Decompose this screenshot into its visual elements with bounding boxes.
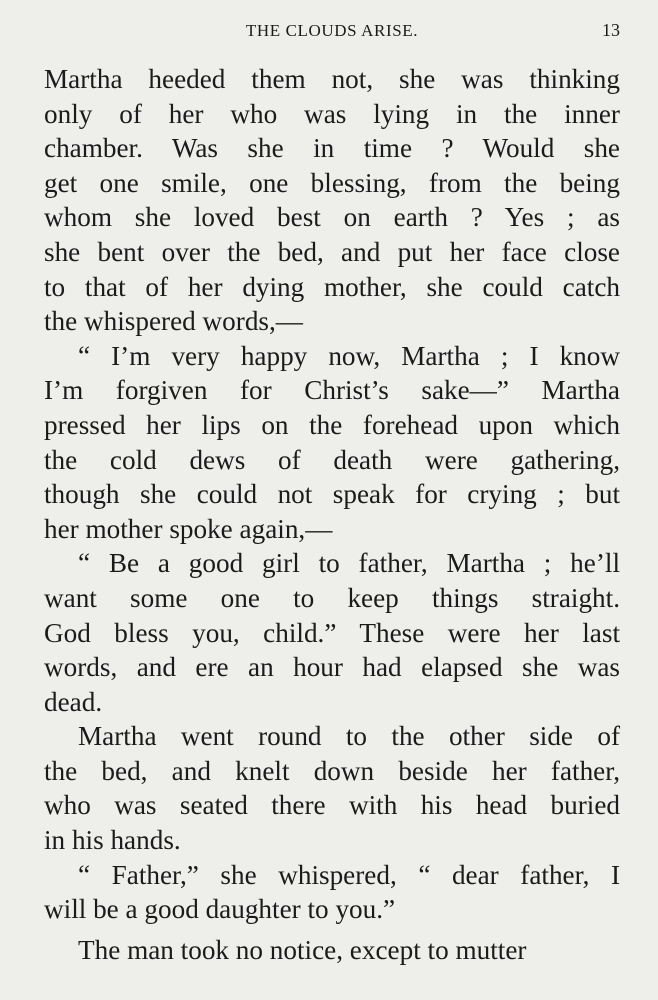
text-line: only of her who was lying in the inner	[44, 98, 620, 129]
paragraph	[44, 339, 620, 547]
page-number: 13	[602, 20, 620, 40]
text-line: “ Father,” she whispered, “ dear father, I	[78, 859, 620, 890]
text-line: get one smile, one blessing, from the being	[44, 167, 620, 198]
text-line: words, and ere an hour had elapsed she was	[44, 652, 620, 683]
text-line: want some one to keep things straight.	[44, 582, 620, 613]
text-line: in his hands.	[44, 825, 181, 856]
text-line: chamber. Was she in time ? Would she	[44, 133, 620, 164]
text-line: The man took no notice, except to mutter	[78, 934, 527, 965]
paragraph	[44, 62, 620, 339]
text-line: Martha heeded them not, she was thinking	[44, 64, 620, 94]
text-line: dead.	[44, 686, 103, 717]
text-line: the cold dews of death were gathering,	[44, 444, 620, 475]
text-line: to that of her dying mother, she could catch	[44, 271, 620, 302]
text-line: she bent over the bed, and put her face close	[44, 236, 620, 267]
body-text	[44, 62, 620, 967]
paragraph	[44, 933, 620, 968]
running-title: THE CLOUDS ARISE.	[245, 21, 419, 40]
text-line: though she could not speak for crying ; but	[44, 479, 620, 510]
text-line: I’m forgiven for Christ’s sake—” Martha	[44, 375, 620, 406]
text-line: Martha went round to the other side of	[78, 721, 620, 752]
text-line: who was seated there with his head buried	[44, 790, 620, 821]
text-line: whom she loved best on earth ? Yes ; as	[44, 202, 620, 233]
text-line: the bed, and knelt down beside her father,	[44, 755, 620, 786]
paragraph	[44, 546, 620, 719]
text-line: God bless you, child.” These were her last	[44, 617, 620, 648]
text-line: will be a good daughter to you.”	[44, 894, 396, 925]
paragraph	[44, 858, 620, 927]
text-line: the whispered words,—	[44, 306, 303, 337]
text-line: “ I’m very happy now, Martha ; I know	[78, 340, 620, 371]
text-line: “ Be a good girl to father, Martha ; he’ll	[78, 548, 620, 579]
text-line: her mother spoke again,—	[44, 513, 333, 544]
paragraph	[44, 719, 620, 857]
text-line: pressed her lips on the forehead upon which	[44, 409, 620, 440]
page-header	[44, 0, 620, 62]
